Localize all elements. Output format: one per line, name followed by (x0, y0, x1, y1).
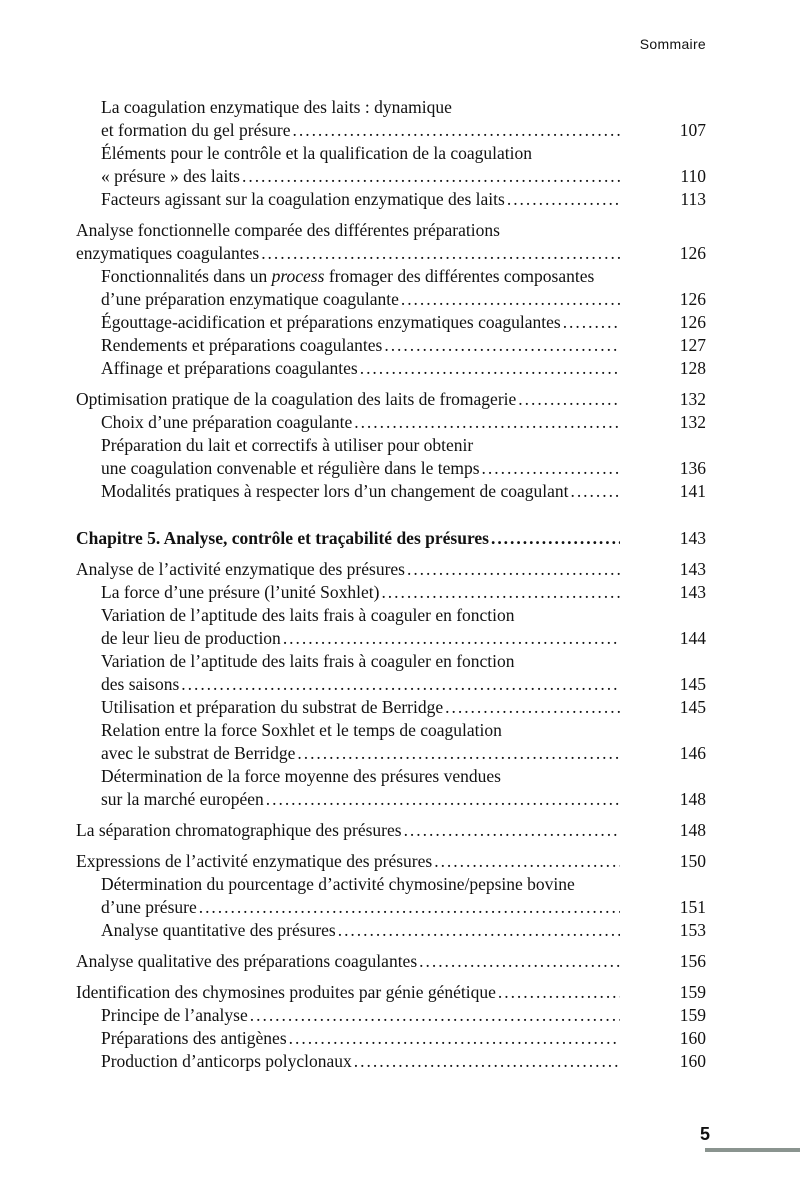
toc-entry (76, 873, 706, 919)
toc-entry-title: Analyse qualitative des préparations coagulantes (76, 951, 418, 971)
toc-entry (76, 265, 706, 311)
toc-entry-title: enzymatiques coagulantes (76, 243, 260, 263)
toc-page-number: 148 (679, 789, 706, 809)
toc-page-number: 110 (680, 166, 706, 186)
toc-entry (76, 1050, 706, 1073)
toc-entry-line: Détermination de la force moyenne des présures vendues (101, 766, 501, 786)
toc-page-number: 132 (679, 412, 706, 432)
toc-entry (76, 1027, 706, 1050)
toc-entry-title: Égouttage-acidification et préparations enzymatiques coagulantes (101, 312, 561, 332)
toc-entry-title: Expressions de l’activité enzymatique des présures (76, 851, 433, 871)
toc-entry-title: « présure » des laits (101, 166, 240, 186)
dot-leader (518, 388, 620, 411)
toc-page-number: 136 (679, 458, 706, 478)
toc-page-number: 160 (679, 1028, 706, 1048)
toc-page-number: 153 (679, 920, 706, 940)
toc-entry-title: avec le substrat de Berridge (101, 743, 296, 763)
toc-entry-title: de leur lieu de production (101, 628, 281, 648)
toc-page-number: 126 (679, 243, 706, 263)
toc-page-number: 159 (679, 982, 706, 1002)
dot-leader (384, 334, 620, 357)
toc-entry-title: La séparation chromatographique des présures (76, 820, 402, 840)
dot-leader (419, 950, 620, 973)
dot-leader (401, 288, 620, 311)
toc-page-number: 144 (679, 628, 706, 648)
chapter-title: Chapitre 5. Analyse, contrôle et traçabilité des présures (76, 528, 489, 548)
toc-entry (76, 950, 706, 973)
toc-page-number: 156 (679, 951, 706, 971)
toc-entry-title: d’une préparation enzymatique coagulante (101, 289, 399, 309)
dot-leader (482, 457, 620, 480)
dot-leader (354, 411, 620, 434)
toc-page-number: 132 (679, 389, 706, 409)
toc-entry (76, 919, 706, 942)
toc-page-number: 148 (679, 820, 706, 840)
toc-entry-line: Éléments pour le contrôle et la qualification de la coagulation (101, 143, 533, 163)
toc-entry-title: Modalités pratiques à respecter lors d’un changement de coagulant (101, 481, 569, 501)
toc-entry-title: Identification des chymosines produites par génie génétique (76, 982, 496, 1002)
footer-rule (705, 1148, 800, 1152)
dot-leader (289, 1027, 620, 1050)
toc-entry-line: Variation de l’aptitude des laits frais à coaguler en fonction (101, 605, 515, 625)
toc-entry (76, 850, 706, 873)
toc-entry-line: Préparation du lait et correctifs à utiliser pour obtenir (101, 435, 474, 455)
toc-page-number: 143 (679, 559, 706, 579)
toc-entry (76, 480, 706, 503)
toc-entry (76, 1004, 706, 1027)
dot-leader (407, 558, 620, 581)
toc-page-number: 145 (679, 697, 706, 717)
toc-page-number: 146 (679, 743, 706, 763)
dot-leader (570, 480, 620, 503)
toc-entry-title: Production d’anticorps polyclonaux (101, 1051, 352, 1071)
toc-entry (76, 604, 706, 650)
dot-leader (498, 981, 620, 1004)
dot-leader (404, 819, 620, 842)
toc-entry (76, 650, 706, 696)
toc-entry-line: Analyse fonctionnelle comparée des différentes préparations (76, 220, 500, 240)
toc-entry-line: Relation entre la force Soxhlet et le temps de coagulation (101, 720, 502, 740)
dot-leader (445, 696, 620, 719)
toc-entry-title: Choix d’une préparation coagulante (101, 412, 353, 432)
toc-entry-line: Fonctionnalités dans un process fromager des différentes composantes (101, 266, 595, 286)
toc-entry (76, 311, 706, 334)
toc-page-number: 126 (679, 312, 706, 332)
toc-entry-title: sur la marché européen (101, 789, 264, 809)
dot-leader (242, 165, 620, 188)
toc-entry (76, 558, 706, 581)
toc-page-number: 113 (680, 189, 706, 209)
toc-chapter-entry (76, 527, 706, 550)
toc-entry (76, 819, 706, 842)
dot-leader (266, 788, 620, 811)
toc-entry-title: Rendements et préparations coagulantes (101, 335, 383, 355)
toc-entry-title: Analyse quantitative des présures (101, 920, 336, 940)
toc-page-number: 151 (679, 897, 706, 917)
dot-leader (261, 242, 620, 265)
toc-page-number: 150 (679, 851, 706, 871)
dot-leader (354, 1050, 620, 1073)
toc-entry-line: La coagulation enzymatique des laits : dynamique (101, 97, 452, 117)
dot-leader (434, 850, 620, 873)
toc-entry-line: Détermination du pourcentage d’activité chymosine/pepsine bovine (101, 874, 575, 894)
dot-leader (250, 1004, 620, 1027)
toc-entry (76, 357, 706, 380)
dot-leader (293, 119, 620, 142)
page-number: 5 (699, 1124, 710, 1144)
toc-entry (76, 434, 706, 480)
toc-page-number: 127 (679, 335, 706, 355)
dot-leader (491, 527, 620, 550)
toc-entry-title: La force d’une présure (l’unité Soxhlet) (101, 582, 380, 602)
toc-page-number: 143 (679, 528, 706, 548)
toc-entry (76, 388, 706, 411)
toc-entry (76, 719, 706, 765)
dot-leader (381, 581, 620, 604)
toc-entry-title: Affinage et préparations coagulantes (101, 358, 358, 378)
toc-entry-title: Utilisation et préparation du substrat de Berridge (101, 697, 444, 717)
dot-leader (283, 627, 620, 650)
toc-entry-title: Facteurs agissant sur la coagulation enzymatique des laits (101, 189, 505, 209)
dot-leader (563, 311, 620, 334)
dot-leader (360, 357, 620, 380)
running-header: Sommaire (639, 36, 706, 52)
toc-entry-title: Optimisation pratique de la coagulation des laits de fromagerie (76, 389, 517, 409)
toc-entry-title: et formation du gel présure (101, 120, 291, 140)
toc-entry-title: Préparations des antigènes (101, 1028, 287, 1048)
toc-page-number: 128 (679, 358, 706, 378)
toc-page-number: 159 (679, 1005, 706, 1025)
toc-entry (76, 334, 706, 357)
toc-entry-title: des saisons (101, 674, 180, 694)
toc-page-number: 141 (679, 481, 706, 501)
toc-page-number: 126 (679, 289, 706, 309)
toc-entry-line: Variation de l’aptitude des laits frais à coaguler en fonction (101, 651, 515, 671)
toc-entry (76, 188, 706, 211)
dot-leader (338, 919, 620, 942)
toc-page-number: 107 (679, 120, 706, 140)
table-of-contents (76, 96, 706, 1073)
toc-page-number: 160 (679, 1051, 706, 1071)
toc-entry (76, 411, 706, 434)
dot-leader (199, 896, 620, 919)
dot-leader (507, 188, 620, 211)
toc-page-number: 143 (679, 582, 706, 602)
toc-entry (76, 581, 706, 604)
dot-leader (297, 742, 620, 765)
dot-leader (181, 673, 620, 696)
toc-entry (76, 96, 706, 142)
toc-page-number: 145 (679, 674, 706, 694)
toc-entry (76, 219, 706, 265)
toc-entry (76, 981, 706, 1004)
toc-entry-title: d’une présure (101, 897, 197, 917)
toc-entry-title: Analyse de l’activité enzymatique des présures (76, 559, 405, 579)
toc-entry-title: Principe de l’analyse (101, 1005, 248, 1025)
toc-entry (76, 765, 706, 811)
toc-entry (76, 142, 706, 188)
toc-entry-title: une coagulation convenable et régulière dans le temps (101, 458, 480, 478)
toc-entry (76, 696, 706, 719)
